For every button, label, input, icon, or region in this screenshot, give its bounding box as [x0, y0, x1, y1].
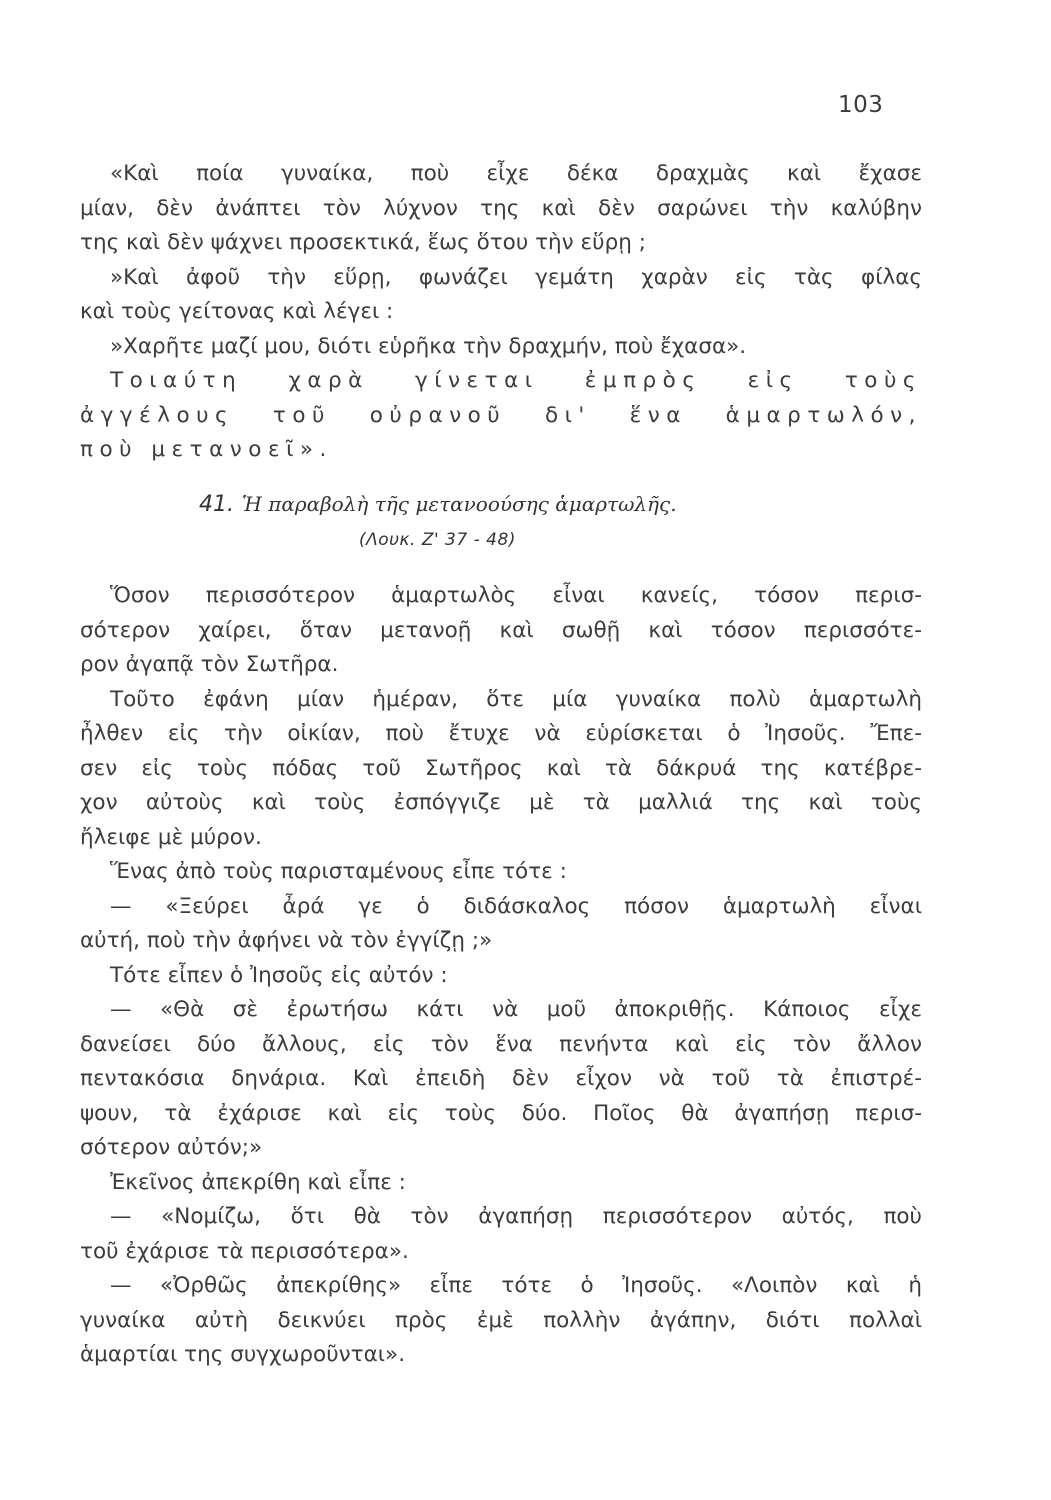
text-line: — «Ὀρθῶς ἀπεκρίθης» εἶπε τότε ὁ Ἰησοῦς. «Λοιπὸν καὶ ἡ: [110, 1273, 922, 1298]
text-line: »Χαρῆτε μαζί μου, διότι εὑρῆκα τὴν δραχμήν, ποὺ ἔχασα».: [110, 333, 747, 359]
text-line: τοῦ ἐχάρισε τὰ περισσότερα».: [80, 1238, 409, 1264]
page-number: 103: [838, 92, 884, 118]
text-line: »Καὶ ἀφοῦ τὴν εὕρῃ, φωνάζει γεμάτη χαρὰν εἰς τὰς φίλας: [110, 264, 922, 290]
text-line: της καὶ δὲν ψάχνει προσεκτικά, ἕως ὅτου τὴν εὕρῃ ;: [80, 230, 646, 255]
text-line: Ὅσον περισσότερον ἁμαρτωλὸς εἶναι κανείς, τόσον περισ-: [110, 583, 922, 608]
text-line: ἀγγέλους τοῦ οὐρανοῦ δι' ἕνα ἁμαρτωλόν,: [80, 402, 922, 428]
text-line: Τότε εἶπεν ὁ Ἰησοῦς εἰς αὐτόν :: [110, 962, 448, 988]
text-line: σότερον χαίρει, ὅταν μετανοῇ καὶ σωθῇ καὶ τόσον περισσότε-: [80, 617, 922, 643]
text-line: — «Νομίζω, ὅτι θὰ τὸν ἀγαπήσῃ περισσότερον αὐτός, ποὺ: [110, 1204, 922, 1229]
text-line: Ἕνας ἀπὸ τοὺς παρισταμένους εἶπε τότε :: [110, 859, 567, 884]
section-heading: [199, 492, 899, 517]
text-line: ψουν, τὰ ἐχάρισε καὶ εἰς τοὺς δύο. Ποῖος θὰ ἀγαπήσῃ περισ-: [80, 1100, 922, 1126]
text-line: — «Ξεύρει ἆρά γε ὁ διδάσκαλος πόσον ἁμαρτωλὴ εἶναι: [110, 893, 922, 919]
text-line: — «Θὰ σὲ ἐρωτήσω κάτι νὰ μοῦ ἀποκριθῇς. Κάποιος εἶχε: [110, 997, 922, 1022]
text-line: ποὺ μετανοεῖ».: [80, 437, 333, 462]
text-line: γυναίκα αὐτὴ δεικνύει πρὸς ἐμὲ πολλὴν ἀγάπην, διότι πολλαὶ: [80, 1307, 922, 1333]
text-line: καὶ τοὺς γείτονας καὶ λέγει :: [80, 299, 394, 324]
text-line: ἦλθεν εἰς τὴν οἰκίαν, ποὺ ἔτυχε νὰ εὑρίσκεται ὁ Ἰησοῦς. Ἔπε-: [80, 721, 922, 746]
text-line: ρον ἀγαπᾷ τὸν Σωτῆρα.: [80, 652, 339, 677]
text-line: ἤλειφε μὲ μύρον.: [80, 824, 262, 850]
text-line: χον αὐτοὺς καὶ τοὺς ἐσπόγγιζε μὲ τὰ μαλλιά της καὶ τοὺς: [80, 790, 922, 815]
section-number: 41.: [199, 492, 234, 517]
scripture-reference: (Λουκ. Ζ' 37 - 48): [359, 530, 516, 550]
text-line: ἁμαρτίαι της συγχωροῦνται».: [80, 1342, 406, 1367]
text-line: σότερον αὐτόν;»: [80, 1135, 263, 1160]
text-line: Τοιαύτη χαρὰ γίνεται ἐμπρὸς εἰς τοὺς: [110, 368, 922, 393]
text-line: σεν εἰς τοὺς πόδας τοῦ Σωτῆρος καὶ τὰ δάκρυά της κατέβρε-: [80, 755, 922, 781]
text-line: «Καὶ ποία γυναίκα, ποὺ εἶχε δέκα δραχμὰς καὶ ἔχασε: [110, 161, 922, 186]
text-line: μίαν, δὲν ἀνάπτει τὸν λύχνον της καὶ δὲν σαρώνει τὴν καλύβην: [80, 195, 922, 221]
text-line: αὐτή, ποὺ τὴν ἀφήνει νὰ τὸν ἐγγίζῃ ;»: [80, 928, 493, 953]
text-line: Ἐκεῖνος ἀπεκρίθη καὶ εἶπε :: [110, 1169, 406, 1195]
section-title: Ἡ παραβολὴ τῆς μετανοούσης ἁμαρτωλῆς.: [242, 492, 677, 516]
text-line: Τοῦτο ἐφάνη μίαν ἡμέραν, ὅτε μία γυναίκα πολὺ ἁμαρτωλὴ: [110, 686, 922, 712]
text-line: δανείσει δύο ἄλλους, εἰς τὸν ἕνα πενήντα καὶ εἰς τὸν ἄλλον: [80, 1031, 922, 1057]
text-line: πεντακόσια δηνάρια. Καὶ ἐπειδὴ δὲν εἶχον νὰ τοῦ τὰ ἐπιστρέ-: [80, 1066, 922, 1091]
